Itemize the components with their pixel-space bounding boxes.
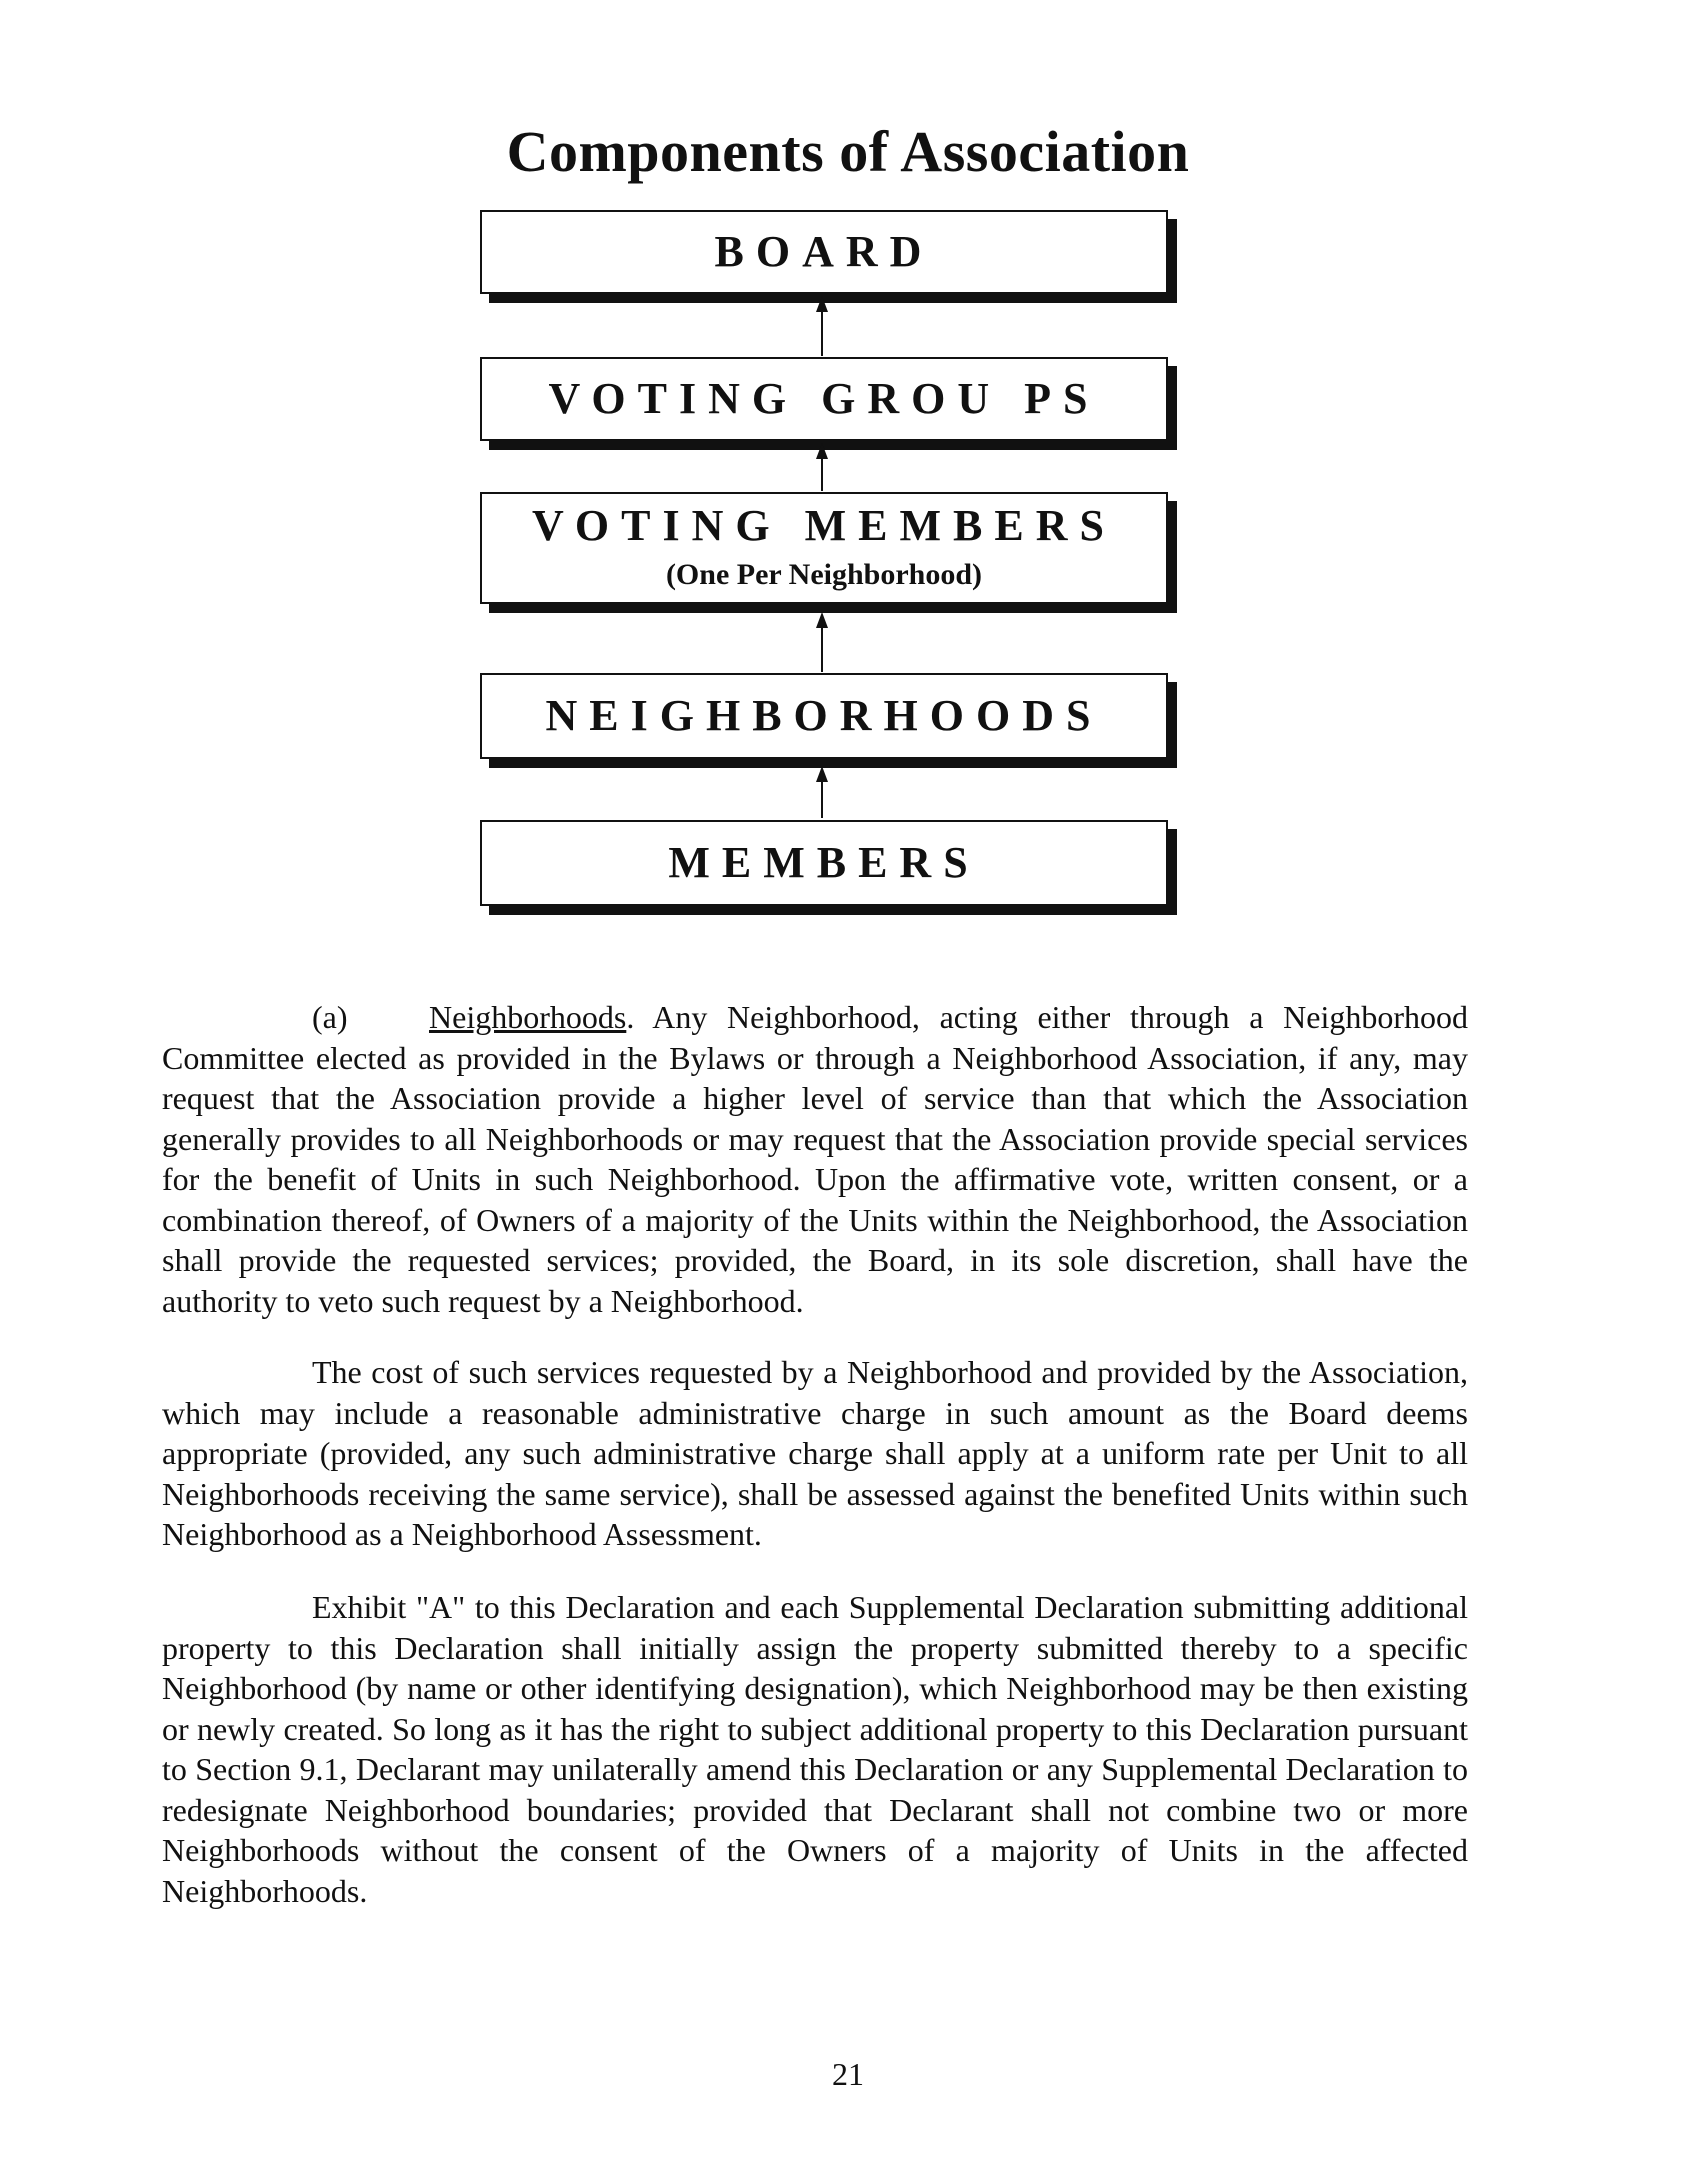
paragraph-3-text: Exhibit "A" to this Declaration and each Supplemental Declaration submitting additional property to this Declaration shall initially assign the property submitted thereby to a specific Neighborhood (by name or other identifying designation), which Neighborhood may be then existing or newly created. So long as it has the right to subject additional property to this Declaration pursuant to Section 9.1, Declarant may unilaterally amend this Declaration or any Supplemental Declaration to redesignate Neighborhood boundaries; provided that Declarant shall not combine two or more Neighborhoods without the consent of the Owners of a majority of Units in the affected Neighborhoods. (162, 1589, 1468, 1909)
paragraph-3 (162, 1587, 1468, 1911)
section-a-paragraph (162, 997, 1468, 1321)
box-voting-members-sub: (One Per Neighborhood) (665, 558, 983, 591)
section-a-marker: (a) (312, 999, 348, 1035)
page-number: 21 (832, 2056, 864, 2092)
box-voting-groups (480, 357, 1168, 441)
page-title: Components of Association (506, 119, 1190, 184)
box-neighborhoods-label: NEIGHBORHOODS (545, 691, 1103, 740)
box-members-label: MEMBERS (668, 838, 980, 887)
box-board (480, 210, 1168, 294)
arrow-icon (815, 443, 829, 491)
arrow-icon (815, 766, 829, 818)
arrow-icon (815, 612, 829, 672)
arrow-icon (815, 296, 829, 356)
paragraph-2 (162, 1352, 1468, 1555)
section-a-text: . Any Neighborhood, acting either through a Neighborhood Committee elected as provided in the Bylaws or through a Neighborhood Association, if any, may request that the Association provide a higher level of service than that which the Association generally provides to all Neighborhoods or may request that the Association provide special services for the benefit of Units in such Neighborhood. Upon the affirmative vote, written consent, or a combination thereof, of Owners of a majority of the Units within the Neighborhood, the Association shall provide the requested services; provided, the Board, in its sole discretion, shall have the authority to veto such request by a Neighborhood. (162, 999, 1468, 1319)
paragraph-2-text: The cost of such services requested by a Neighborhood and provided by the Association, which may include a reasonable administrative charge in such amount as the Board deems appropriate (provided, any such administrative charge shall apply at a uniform rate per Unit to all Neighborhoods receiving the same service), shall be assessed against the benefited Units within such Neighborhood as a Neighborhood Assessment. (162, 1354, 1468, 1552)
box-members (480, 820, 1168, 906)
box-voting-groups-label: VOTING GROU PS (548, 374, 1100, 423)
section-a-heading: Neighborhoods (429, 999, 627, 1035)
box-board-label: BOARD (714, 227, 934, 276)
box-neighborhoods (480, 673, 1168, 759)
box-voting-members-label: VOTING MEMBERS (532, 501, 1116, 550)
box-voting-members (480, 492, 1168, 604)
